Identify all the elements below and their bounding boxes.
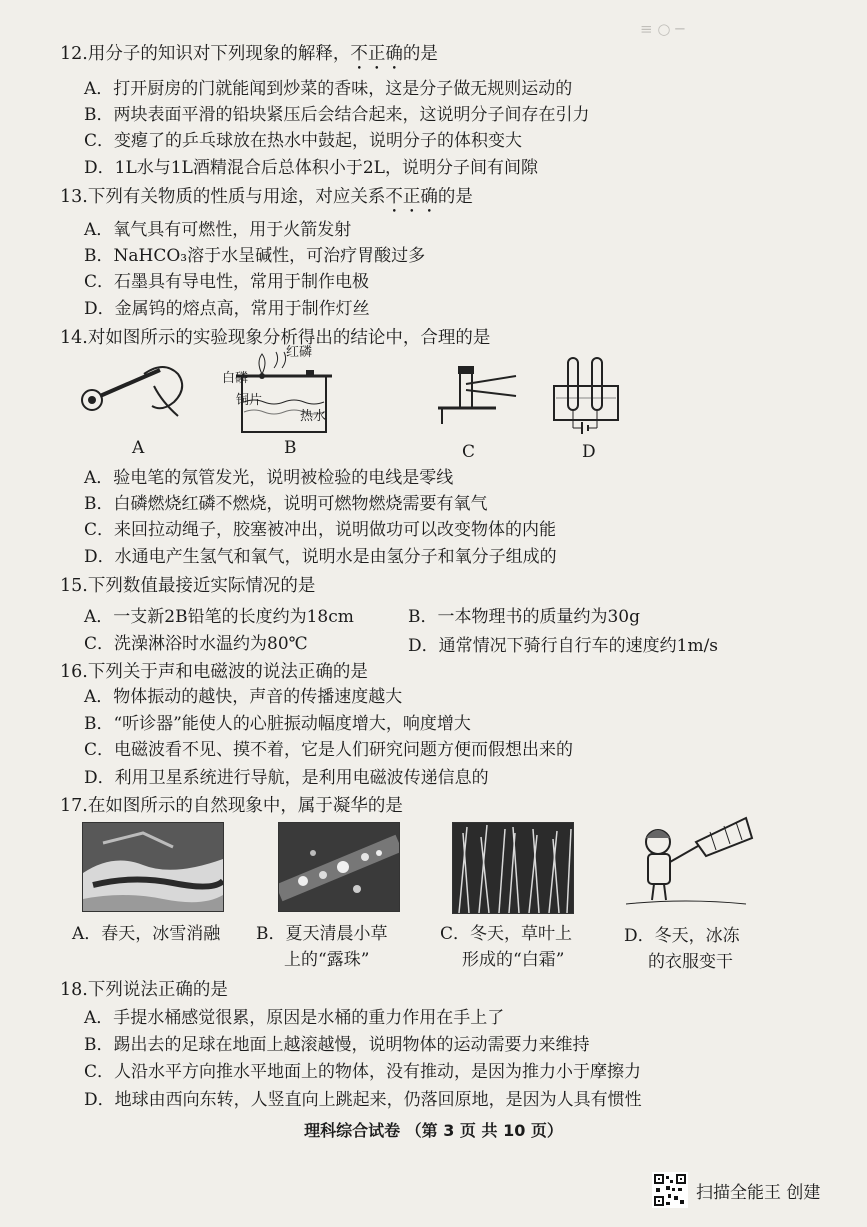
q18-option-b: B．踢出去的足球在地面上越滚越慢，说明物体的运动需要力来维持	[84, 1035, 590, 1055]
q17-option-b-line2: 上的“露珠”	[284, 950, 370, 970]
q13-option-c: C．石墨具有导电性，常用于制作电极	[84, 272, 370, 292]
q14-option-b: B．白磷燃烧红磷不燃烧，说明可燃物燃烧需要有氧气	[84, 494, 488, 514]
q14-option-a: A．验电笔的氖管发光，说明被检验的电线是零线	[84, 468, 454, 488]
q18-option-d: D．地球由西向东转，人竖直向上跳起来，仍落回原地，是因为人具有惯性	[84, 1090, 642, 1110]
q15-option-b: B．一本物理书的质量约为30g	[408, 607, 641, 627]
q17-option-c-line1: C．冬天，草叶上	[440, 924, 573, 944]
figure-electrolysis	[546, 352, 626, 436]
question-12-stem: 12.用分子的知识对下列现象的解释，不正确的是	[60, 44, 438, 64]
question-14-stem: 14.对如图所示的实验现象分析得出的结论中，合理的是	[60, 328, 491, 348]
q12-option-a: A．打开厨房的门就能闻到炒菜的香味，这是分子做无规则运动的	[84, 79, 573, 99]
q13-option-b: B．NaHCO₃溶于水呈碱性，可治疗胃酸过多	[84, 246, 426, 266]
q18-option-a: A．手提水桶感觉很累，原因是水桶的重力作用在手上了	[84, 1008, 505, 1028]
figure-caption-d: D	[582, 442, 596, 462]
q12-option-d: D．1L水与1L酒精混合后总体积小于2L，说明分子间有间隙	[84, 158, 538, 178]
q16-option-d: D．利用卫星系统进行导航，是利用电磁波传递信息的	[84, 768, 489, 788]
question-16-stem: 16.下列关于声和电磁波的说法正确的是	[60, 662, 368, 682]
label-red-phosphorus: 红磷	[286, 345, 313, 360]
q16-option-b: B．“听诊器”能使人的心脏振动幅度增大，响度增大	[84, 714, 471, 734]
scanner-text: 扫描全能王 创建	[696, 1182, 821, 1203]
scanner-watermark	[652, 1172, 820, 1208]
page-footer: 理科综合试卷 （第 3 页 共 10 页）	[304, 1121, 563, 1140]
figure-phosphorus	[222, 346, 342, 438]
figure-caption-b: B	[284, 438, 297, 458]
q14-option-c: C．来回拉动绳子，胶塞被冲出，说明做功可以改变物体的内能	[84, 520, 557, 540]
q15-option-d: D．通常情况下骑行自行车的速度约1m/s	[408, 636, 719, 656]
q17-option-b-line1: B．夏天清晨小草	[256, 924, 388, 944]
q17-option-d-line2: 的衣服变干	[648, 952, 733, 972]
label-white-phosphorus: 白磷	[222, 371, 249, 386]
q17-option-a: A．春天，冰雪消融	[72, 924, 221, 944]
q14-option-d: D．水通电产生氢气和氧气，说明水是由氢分子和氧分子组成的	[84, 547, 557, 567]
question-13-stem: 13.下列有关物质的性质与用途，对应关系不正确的是	[60, 187, 473, 207]
question-15-stem: 15.下列数值最接近实际情况的是	[60, 576, 316, 596]
label-copper-sheet: 铜片	[236, 393, 263, 408]
figure-caption-a: A	[132, 438, 145, 458]
question-17-stem: 17.在如图所示的自然现象中，属于凝华的是	[60, 796, 403, 816]
q17-option-d-line1: D．冬天，冰冻	[624, 926, 740, 946]
label-hot-water: 热水	[300, 409, 327, 424]
q13-option-a: A．氧气具有可燃性，用于火箭发射	[84, 220, 352, 240]
question-18-stem: 18.下列说法正确的是	[60, 980, 228, 1000]
q15-option-a: A．一支新2B铅笔的长度约为18cm	[84, 607, 354, 627]
figure-test-pen	[74, 356, 194, 436]
figure-rope-friction	[432, 356, 522, 426]
qr-code-icon	[652, 1172, 688, 1208]
q13-option-d: D．金属钨的熔点高，常用于制作灯丝	[84, 299, 370, 319]
q16-option-c: C．电磁波看不见、摸不着，它是人们研究问题方便而假想出来的	[84, 740, 574, 760]
figure-caption-c: C	[462, 442, 476, 462]
bleed-through: ≡ ○ ─	[640, 20, 685, 38]
q12-option-b: B．两块表面平滑的铅块紧压后会结合起来，这说明分子间存在引力	[84, 105, 590, 125]
q16-option-a: A．物体振动的越快，声音的传播速度越大	[84, 687, 403, 707]
q12-option-c: C．变瘪了的乒乓球放在热水中鼓起，说明分子的体积变大	[84, 131, 523, 151]
q18-option-c: C．人沿水平方向推水平地面上的物体，没有推动，是因为推力小于摩擦力	[84, 1062, 642, 1082]
photo-frost-grass	[452, 822, 574, 914]
photo-dew-drops	[278, 822, 400, 912]
photo-melting-snow	[82, 822, 224, 912]
q17-option-c-line2: 形成的“白霜”	[462, 950, 565, 970]
illustration-frozen-clothes	[626, 812, 756, 912]
q15-option-c: C．洗澡淋浴时水温约为80℃	[84, 634, 308, 654]
